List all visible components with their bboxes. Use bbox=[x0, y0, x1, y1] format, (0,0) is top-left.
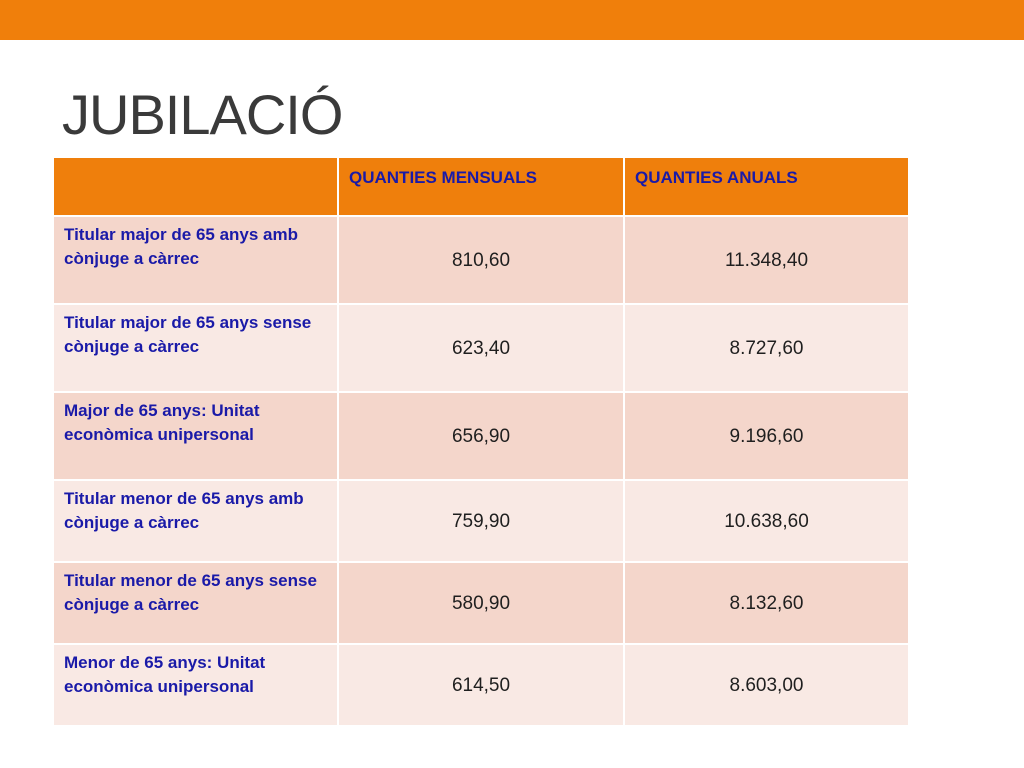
table-row bbox=[53, 304, 909, 392]
annual-cell bbox=[624, 304, 909, 392]
row-label-cell bbox=[53, 562, 338, 644]
header-annual-label: QUANTIES ANUALS bbox=[635, 168, 798, 187]
annual-value: 10.638,60 bbox=[724, 511, 809, 532]
row-label: Menor de 65 anys: Unitat econòmica unipersonal bbox=[64, 653, 266, 696]
row-label-cell bbox=[53, 216, 338, 304]
row-label-cell bbox=[53, 304, 338, 392]
slide-title: JUBILACIÓ bbox=[62, 83, 343, 146]
monthly-value: 580,90 bbox=[451, 593, 511, 614]
monthly-cell bbox=[338, 562, 624, 644]
row-label: Titular menor de 65 anys amb cònjuge a càrrec bbox=[64, 489, 304, 532]
table-header-row bbox=[53, 157, 909, 216]
monthly-cell bbox=[338, 480, 624, 562]
header-cell-annual bbox=[624, 157, 909, 216]
row-label: Titular major de 65 anys amb cònjuge a càrrec bbox=[64, 225, 298, 268]
annual-cell bbox=[624, 216, 909, 304]
header-cell-monthly bbox=[338, 157, 624, 216]
monthly-value: 623,40 bbox=[451, 338, 511, 359]
annual-cell bbox=[624, 480, 909, 562]
table-row bbox=[53, 480, 909, 562]
row-label: Titular major de 65 anys sense cònjuge a càrrec bbox=[64, 313, 312, 356]
table-row bbox=[53, 216, 909, 304]
table-row bbox=[53, 562, 909, 644]
annual-value: 11.348,40 bbox=[724, 250, 809, 271]
row-label-cell bbox=[53, 644, 338, 726]
annual-value: 9.196,60 bbox=[729, 426, 804, 447]
table-row bbox=[53, 392, 909, 480]
row-label: Titular menor de 65 anys sense cònjuge a càrrec bbox=[64, 571, 317, 614]
annual-value: 8.132,60 bbox=[729, 593, 804, 614]
annual-value: 8.603,00 bbox=[729, 675, 804, 696]
row-label-cell bbox=[53, 392, 338, 480]
annual-cell bbox=[624, 644, 909, 726]
row-label: Major de 65 anys: Unitat econòmica unipersonal bbox=[64, 401, 260, 444]
monthly-value: 810,60 bbox=[451, 250, 511, 271]
monthly-cell bbox=[338, 392, 624, 480]
pension-table bbox=[52, 156, 910, 727]
monthly-value: 614,50 bbox=[451, 675, 511, 696]
table-row bbox=[53, 644, 909, 726]
annual-value: 8.727,60 bbox=[729, 338, 804, 359]
top-accent-bar bbox=[0, 0, 1024, 40]
monthly-value: 656,90 bbox=[451, 426, 511, 447]
header-cell-empty bbox=[53, 157, 338, 216]
header-monthly-label: QUANTIES MENSUALS bbox=[349, 168, 537, 187]
monthly-cell bbox=[338, 216, 624, 304]
monthly-cell bbox=[338, 644, 624, 726]
annual-cell bbox=[624, 392, 909, 480]
monthly-cell bbox=[338, 304, 624, 392]
annual-cell bbox=[624, 562, 909, 644]
row-label-cell bbox=[53, 480, 338, 562]
monthly-value: 759,90 bbox=[451, 511, 511, 532]
